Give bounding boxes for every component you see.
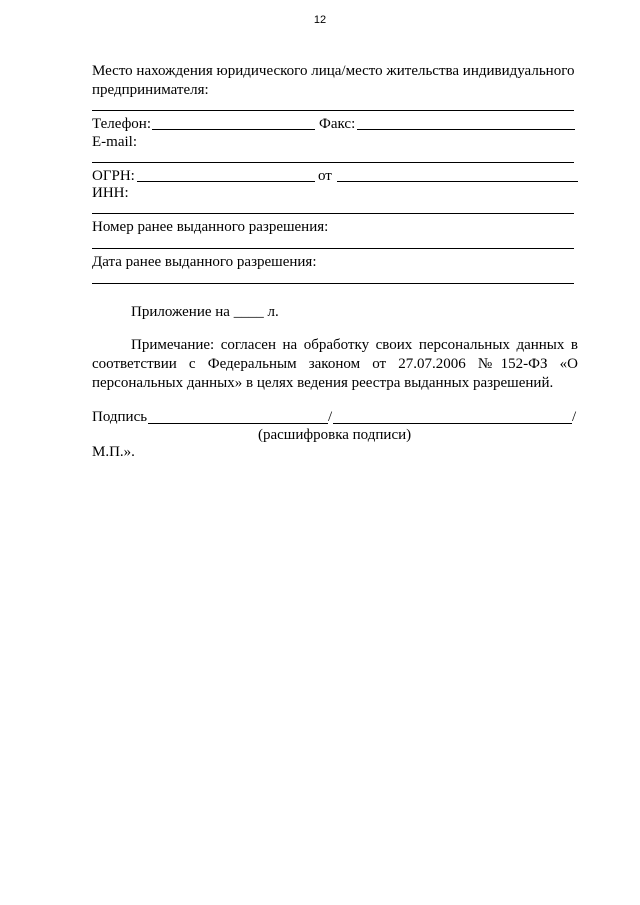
- ogrn-from-label: от: [318, 168, 332, 184]
- prev-permit-number-underline: [92, 248, 574, 249]
- location-label-line2: предпринимателя:: [92, 82, 209, 98]
- note-line1: Примечание: согласен на обработку своих персональных данных в: [131, 337, 578, 353]
- signature-separator: /: [328, 409, 333, 425]
- location-underline: [92, 110, 574, 111]
- fax-blank: [357, 129, 575, 130]
- email-label: E-mail:: [92, 134, 137, 150]
- ogrn-date-blank: [337, 181, 578, 182]
- attachment-blank: ____: [233, 304, 264, 320]
- ogrn-blank: [137, 181, 315, 182]
- prev-permit-number-label: Номер ранее выданного разрешения:: [92, 219, 329, 235]
- signature-label: Подпись: [92, 409, 148, 425]
- attachment-prefix: Приложение на: [131, 304, 230, 320]
- location-label-line1: Место нахождения юридического лица/место жительства индивидуального: [92, 63, 575, 79]
- note-line2: соответствии с Федеральным законом от 27.07.2006 №152-ФЗ «О: [92, 356, 578, 372]
- signature-blank: [148, 423, 328, 424]
- inn-label: ИНН:: [92, 185, 129, 201]
- attachment-line: [131, 303, 279, 322]
- fax-label: Факс:: [319, 116, 356, 132]
- page-number: 12: [313, 14, 327, 26]
- signature-decoding-blank: [333, 423, 572, 424]
- note-line3: персональных данных» в целях ведения реестра выданных разрешений.: [92, 375, 554, 391]
- phone-blank: [152, 129, 315, 130]
- phone-label: Телефон:: [92, 116, 151, 132]
- seal-label: М.П.».: [92, 444, 135, 460]
- signature-decoding-caption: (расшифровка подписи): [258, 427, 412, 443]
- prev-permit-date-label: Дата ранее выданного разрешения:: [92, 254, 317, 270]
- email-underline: [92, 162, 574, 163]
- prev-permit-date-underline: [92, 283, 574, 284]
- inn-underline: [92, 213, 574, 214]
- ogrn-label: ОГРН:: [92, 168, 135, 184]
- signature-end-slash: /: [572, 409, 577, 425]
- attachment-suffix: л.: [267, 304, 279, 320]
